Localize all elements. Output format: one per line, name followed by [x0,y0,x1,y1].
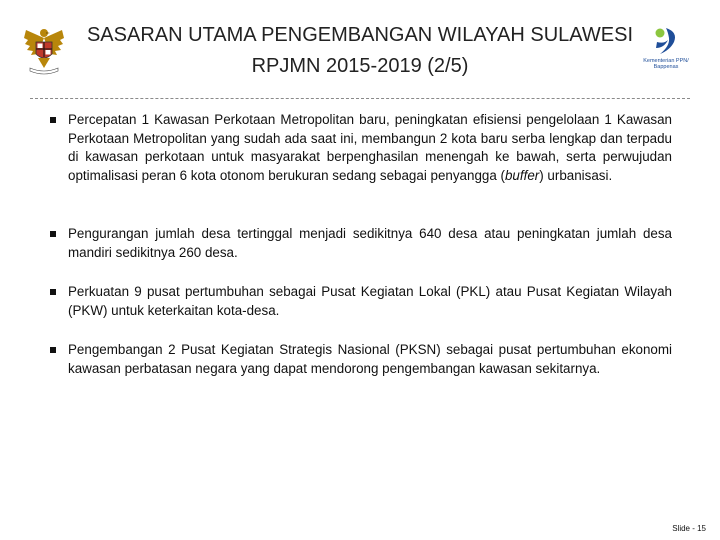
bullet-item-2 [50,225,672,262]
garuda-emblem-icon [22,24,66,76]
bullet-2-text: Pengurangan jumlah desa tertinggal menjadi sedikitnya 640 desa atau peningkatan jumlah desa mandiri sedikitnya 260 desa. [68,226,672,260]
bullet-3-text: Perkuatan 9 pusat pertumbuhan sebagai Pusat Kegiatan Lokal (PKL) atau Pusat Kegiatan Wilayah (PKW) untuk keterkaitan kota-desa. [68,284,672,318]
bappenas-logo-text: Kementerian PPN/ Bappenas [643,58,689,70]
bullet-item-1 [50,111,672,185]
square-bullet-icon [50,231,56,237]
page-title [70,20,650,82]
bullet-item-4 [50,341,672,378]
bullet-4-text: Pengembangan 2 Pusat Kegiatan Strategis Nasional (PKSN) sebagai pusat pertumbuhan ekonomi kawasan perbatasan negara yang dapat mendorong pengembangan kawasan sekitarnya. [68,342,672,376]
slide-number: Slide - 15 [672,524,706,533]
title-line-2: RPJMN 2015-2019 (2/5) [251,55,469,77]
header-divider [30,98,690,99]
bullet-1-italic: buffer [504,167,540,183]
bappenas-logo [636,26,696,76]
square-bullet-icon [50,347,56,353]
bullet-item-3 [50,283,672,320]
square-bullet-icon [50,117,56,123]
bappenas-logo-icon [654,26,680,58]
square-bullet-icon [50,289,56,295]
title-line-1: SASARAN UTAMA PENGEMBANGAN WILAYAH SULAWESI [86,24,634,46]
bullet-1-text: Percepatan 1 Kawasan Perkotaan Metropolitan baru, peningkatan efisiensi pengelolaan 1 Kawasan Perkotaan Metropolitan yang sudah ada saat ini, membangun 2 kota baru serba lengkap dan terpadu di kawasan perkotaan untuk masyarakat berpenghasilan menengah ke bawah, serta perwujudan optimalisasi peran 6 kota otonom berukuran sedang sebagai penyangga (buffer) urbanisasi. [68,112,672,183]
